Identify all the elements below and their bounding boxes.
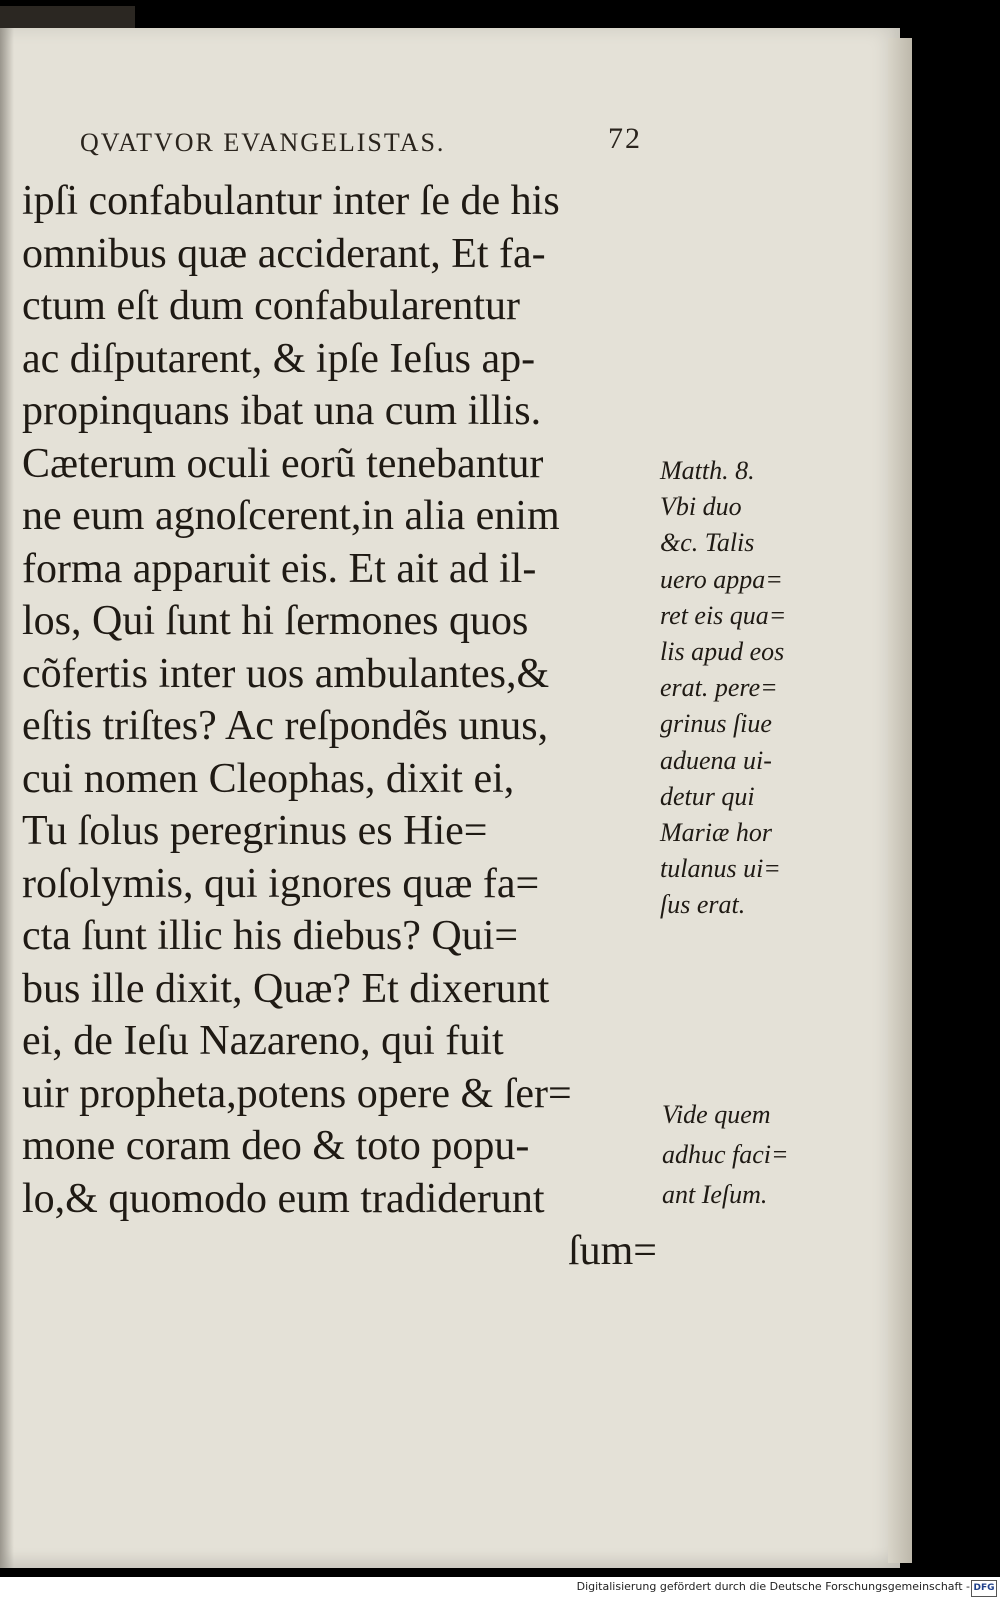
- margin-note-vide: [662, 1095, 822, 1215]
- text-line: eſtis triſtes? Ac reſpondẽs unus,: [22, 703, 549, 749]
- margin-note-line: uero appa=: [660, 564, 783, 594]
- margin-note-line: erat. pere=: [660, 673, 778, 703]
- text-line: uir propheta,potens opere & ſer=: [22, 1070, 572, 1117]
- running-head: [80, 122, 660, 162]
- text-line: ne eum agnoſcerent,in alia enim: [22, 493, 560, 539]
- main-text-block: [22, 175, 657, 1278]
- page-edge: [888, 38, 912, 1563]
- page-number: 72: [608, 122, 642, 155]
- text-line: mone coram deo & toto popu-: [22, 1123, 530, 1169]
- text-line: ei, de Ieſu Nazareno, qui fuit: [22, 1018, 504, 1064]
- text-line: roſolymis, qui ignores quæ fa=: [22, 860, 540, 907]
- margin-note-line: Mariæ hor: [660, 818, 772, 848]
- footer-bar: [0, 1577, 1000, 1599]
- margin-note-line: ret eis qua=: [660, 600, 787, 630]
- margin-note-line: &c. Talis: [660, 528, 755, 558]
- text-line: cui nomen Cleophas, dixit ei,: [22, 755, 515, 802]
- text-line: lo,& quomodo eum tradiderunt: [22, 1175, 545, 1222]
- text-line: omnibus quæ acciderant, Et fa-: [22, 230, 546, 277]
- text-line: cta ſunt illic his diebus? Qui=: [22, 913, 519, 959]
- binding-tab: [0, 6, 135, 28]
- margin-note-line: aduena ui-: [660, 745, 772, 775]
- margin-note-line: Vide quem: [662, 1100, 771, 1129]
- margin-note-line: detur qui: [660, 781, 755, 811]
- text-line: propinquans ibat una cum illis.: [22, 388, 542, 434]
- margin-note-matthew: [660, 453, 820, 924]
- margin-note-line: ant Ieſum.: [662, 1180, 768, 1209]
- margin-note-line: lis apud eos: [660, 637, 785, 667]
- catchword: ſum=: [567, 1228, 657, 1274]
- margin-note-line: tulanus ui=: [660, 854, 781, 884]
- dfg-logo-icon: DFG: [971, 1580, 997, 1597]
- text-line: bus ille dixit, Quæ? Et dixerunt: [22, 965, 550, 1012]
- text-line: Tu ſolus peregrinus es Hie=: [22, 808, 488, 854]
- funding-credit: Digitalisierung gefördert durch die Deutsche Forschungsgemeinschaft -: [576, 1580, 970, 1593]
- running-head-title: QVATVOR EVANGELISTAS.: [80, 128, 446, 157]
- text-line: ac diſputarent, & ipſe Ieſus ap-: [22, 335, 536, 382]
- text-line: forma apparuit eis. Et ait ad il-: [22, 545, 537, 592]
- margin-note-line: Vbi duo: [660, 492, 742, 522]
- page-gutter-shadow: [0, 28, 14, 1568]
- margin-note-line: ſus erat.: [660, 890, 746, 920]
- text-line: ctum eſt dum confabularentur: [22, 283, 520, 329]
- margin-note-line: Matth. 8.: [660, 456, 755, 485]
- margin-note-line: adhuc faci=: [662, 1140, 789, 1169]
- text-line: los, Qui ſunt hi ſermones quos: [22, 598, 529, 644]
- text-line: Cæterum oculi eorũ tenebantur: [22, 440, 544, 487]
- text-line: cõfertis inter uos ambulantes,&: [22, 650, 550, 697]
- text-line: ipſi confabulantur inter ſe de his: [22, 178, 560, 224]
- margin-note-line: grinus ſiue: [660, 709, 772, 739]
